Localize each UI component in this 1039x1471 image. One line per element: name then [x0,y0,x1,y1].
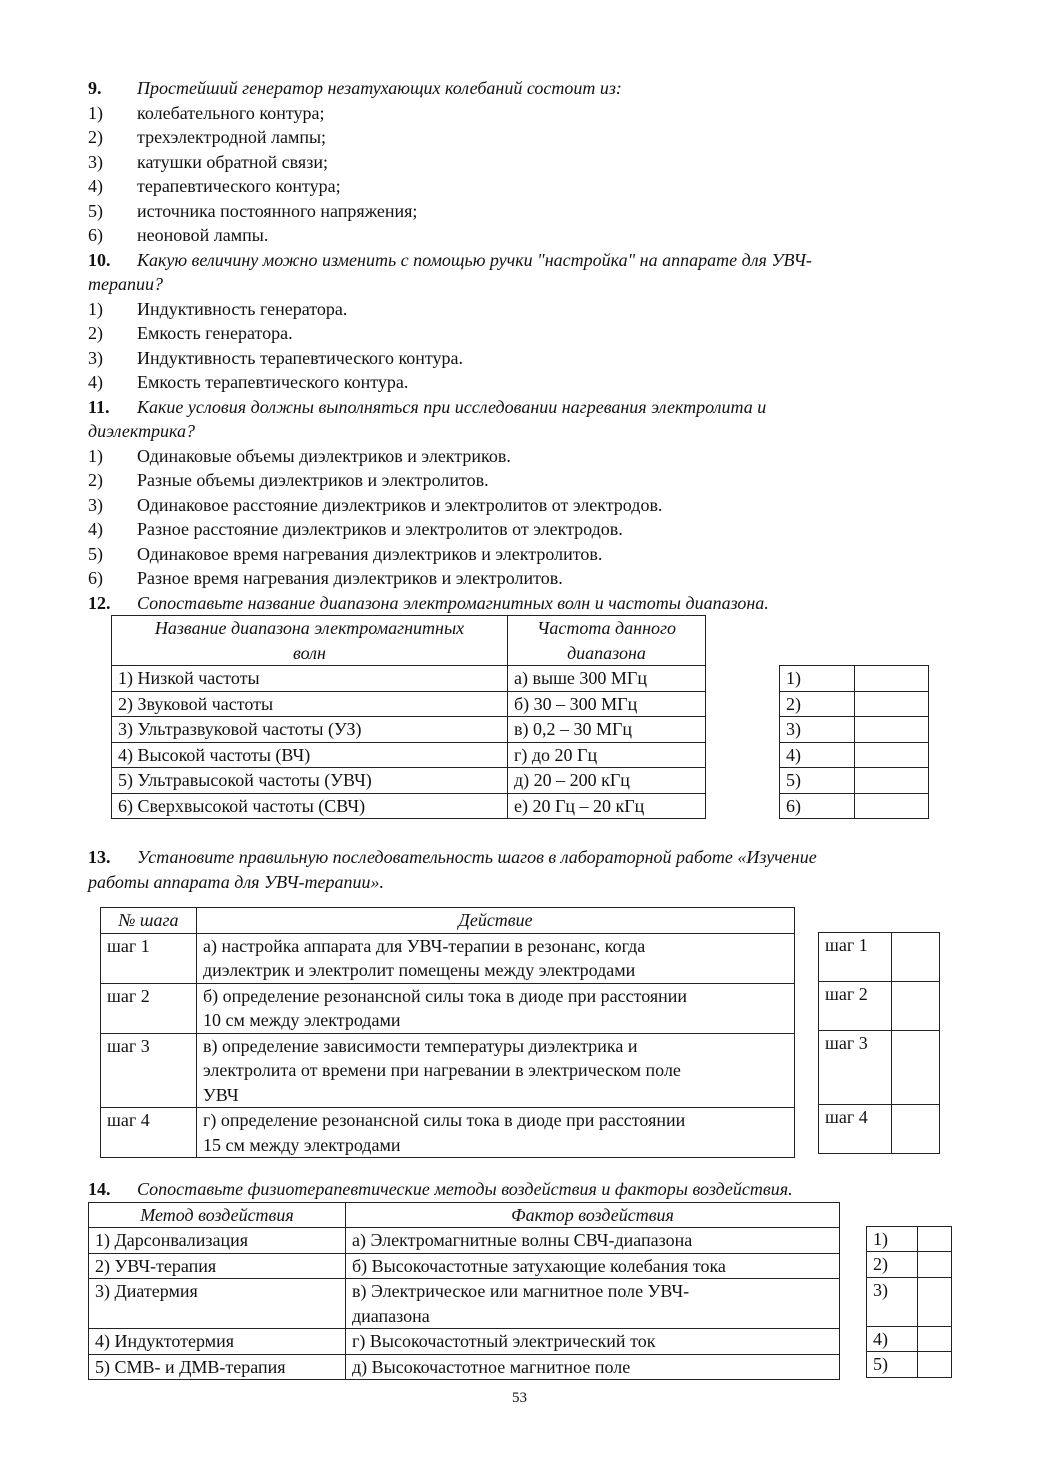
q14-match-table [88,1202,840,1381]
q13-tables [88,907,950,1177]
table-row: 4) Высокой частоты (ВЧ) г) до 20 Гц [112,742,706,768]
option: 1) Индуктивность генератора. [88,298,348,319]
table-header: Действие [197,908,795,934]
table-row: 1) Дарсонвализация а) Электромагнитные волны СВЧ-диапазона [89,1228,840,1254]
question-text: Простейший генератор незатухающих колебаний состоит из: [137,78,622,98]
answer-row: 6) [780,793,929,819]
option: 4) Емкость терапевтического контура. [88,372,409,392]
option: 2) трехэлектродной лампы; [88,127,327,147]
q14-tables [88,1202,950,1382]
answer-row: 2) [780,691,929,717]
option: 6) Разное время нагревания диэлектриков и электролитов. [88,568,563,588]
answer-cell[interactable] [892,933,940,982]
answer-row: шаг 4 [819,1105,940,1154]
table-row: 3) Диатермия в) Электрическое или магнитное поле УВЧ- диапазона [89,1279,840,1329]
page-number: 53 [512,1390,527,1406]
table-row: 5) Ультравысокой частоты (УВЧ) д) 20 – 200 кГц [112,768,706,794]
table-header: Частота данного диапазона [508,616,706,666]
answer-row: 4) [867,1326,952,1352]
table-header: Фактор воздействия [346,1202,840,1228]
question-text: Установите правильную последовательность шагов в лабораторной работе «Изучение [137,847,817,867]
question-text-continued: диэлектрика? [88,421,196,441]
table-row: шаг 3 в) определение зависимости температуры диэлектрика и электролита от времени при нагревании в электрическом поле УВЧ [101,1033,795,1108]
answer-cell[interactable] [918,1226,952,1252]
answer-row: шаг 1 [819,933,940,982]
q14-answer-table [866,1226,952,1378]
answer-cell[interactable] [855,742,929,768]
answer-cell[interactable] [918,1352,952,1378]
table-row: 6) Сверхвысокой частоты (СВЧ) е) 20 Гц – 20 кГц [112,793,706,819]
question-10 [88,248,950,273]
question-number: 10. [88,249,111,270]
answer-cell[interactable] [892,1031,940,1105]
answer-cell[interactable] [855,717,929,743]
option: 2) Разные объемы диэлектриков и электролитов. [88,470,489,490]
answer-row: 5) [867,1352,952,1378]
answer-cell[interactable] [918,1252,952,1278]
question-12 [88,591,950,616]
answer-cell[interactable] [918,1326,952,1352]
table-row: шаг 1 а) настройка аппарата для УВЧ-терапии в резонанс, когда диэлектрик и электролит помещены между электродами [101,933,795,983]
answer-cell[interactable] [892,982,940,1031]
answer-row: 3) [867,1277,952,1326]
q13-answer-table [818,932,940,1154]
question-11 [88,395,950,420]
answer-cell[interactable] [918,1277,952,1326]
answer-row: 1) [780,666,929,692]
question-text: Сопоставьте название диапазона электромагнитных волн и частоты диапазона. [137,592,769,613]
question-9 [88,76,950,101]
option: 5) Одинаковое время нагревания диэлектриков и электролитов. [88,543,603,564]
question-13 [88,845,950,870]
table-row: 2) Звуковой частоты б) 30 – 300 МГц [112,691,706,717]
answer-row: шаг 2 [819,982,940,1031]
option: 2) Емкость генератора. [88,323,293,343]
answer-cell[interactable] [855,666,929,692]
option: 4) терапевтического контура; [88,176,341,196]
table-row: шаг 4 г) определение резонансной силы тока в диоде при расстоянии 15 см между электродами [101,1108,795,1158]
q12-answer-table [779,665,929,819]
table-row: 1) Низкой частоты а) выше 300 МГц [112,666,706,692]
page-content [88,76,950,1382]
answer-row: 5) [780,768,929,794]
q12-match-table [111,615,706,819]
option: 5) источника постоянного напряжения; [88,200,418,221]
answer-row: 4) [780,742,929,768]
table-row: шаг 2 б) определение резонансной силы тока в диоде при расстоянии 10 см между электродами [101,983,795,1033]
question-14 [88,1177,950,1202]
question-text: Сопоставьте физиотерапевтические методы воздействия и факторы воздействия. [137,1179,793,1199]
question-number: 14. [88,1179,111,1199]
question-number: 12. [88,592,111,613]
option: 1) колебательного контура; [88,102,325,123]
answer-row: 3) [780,717,929,743]
answer-cell[interactable] [855,691,929,717]
option: 3) Одинаковое расстояние диэлектриков и электролитов от электродов. [88,494,663,515]
question-text: Какие условия должны выполняться при исследовании нагревания электролита и [137,396,767,417]
q13-sequence-table [100,907,795,1158]
question-text-continued: терапии? [88,274,163,294]
option: 4) Разное расстояние диэлектриков и электролитов от электродов. [88,519,623,539]
table-row: 5) СМВ- и ДМВ-терапия д) Высокочастотное магнитное поле [89,1354,840,1380]
answer-row: 1) [867,1226,952,1252]
question-text: Какую величину можно изменить с помощью ручки "настройка" на аппарате для УВЧ- [137,249,812,270]
answer-cell[interactable] [855,768,929,794]
option: 3) катушки обратной связи; [88,151,328,172]
answer-cell[interactable] [855,793,929,819]
question-number: 9. [88,78,102,98]
table-row: 2) УВЧ-терапия б) Высокочастотные затухающие колебания тока [89,1253,840,1279]
table-row: 3) Ультразвуковой частоты (УЗ) в) 0,2 – 30 МГц [112,717,706,743]
option: 6) неоновой лампы. [88,225,269,245]
table-header: № шага [101,908,197,934]
table-row: 4) Индуктотермия г) Высокочастотный электрический ток [89,1329,840,1355]
answer-cell[interactable] [892,1105,940,1154]
question-number: 13. [88,847,111,867]
q12-tables [88,615,950,821]
table-header: Метод воздействия [89,1202,346,1228]
option: 3) Индуктивность терапевтического контура. [88,347,464,368]
answer-row: 2) [867,1252,952,1278]
question-number: 11. [88,396,110,417]
option: 1) Одинаковые объемы диэлектриков и электриков. [88,445,511,466]
table-header: Название диапазона электромагнитных волн [112,616,508,666]
question-text-continued: работы аппарата для УВЧ-терапии». [88,871,384,892]
answer-row: шаг 3 [819,1031,940,1105]
